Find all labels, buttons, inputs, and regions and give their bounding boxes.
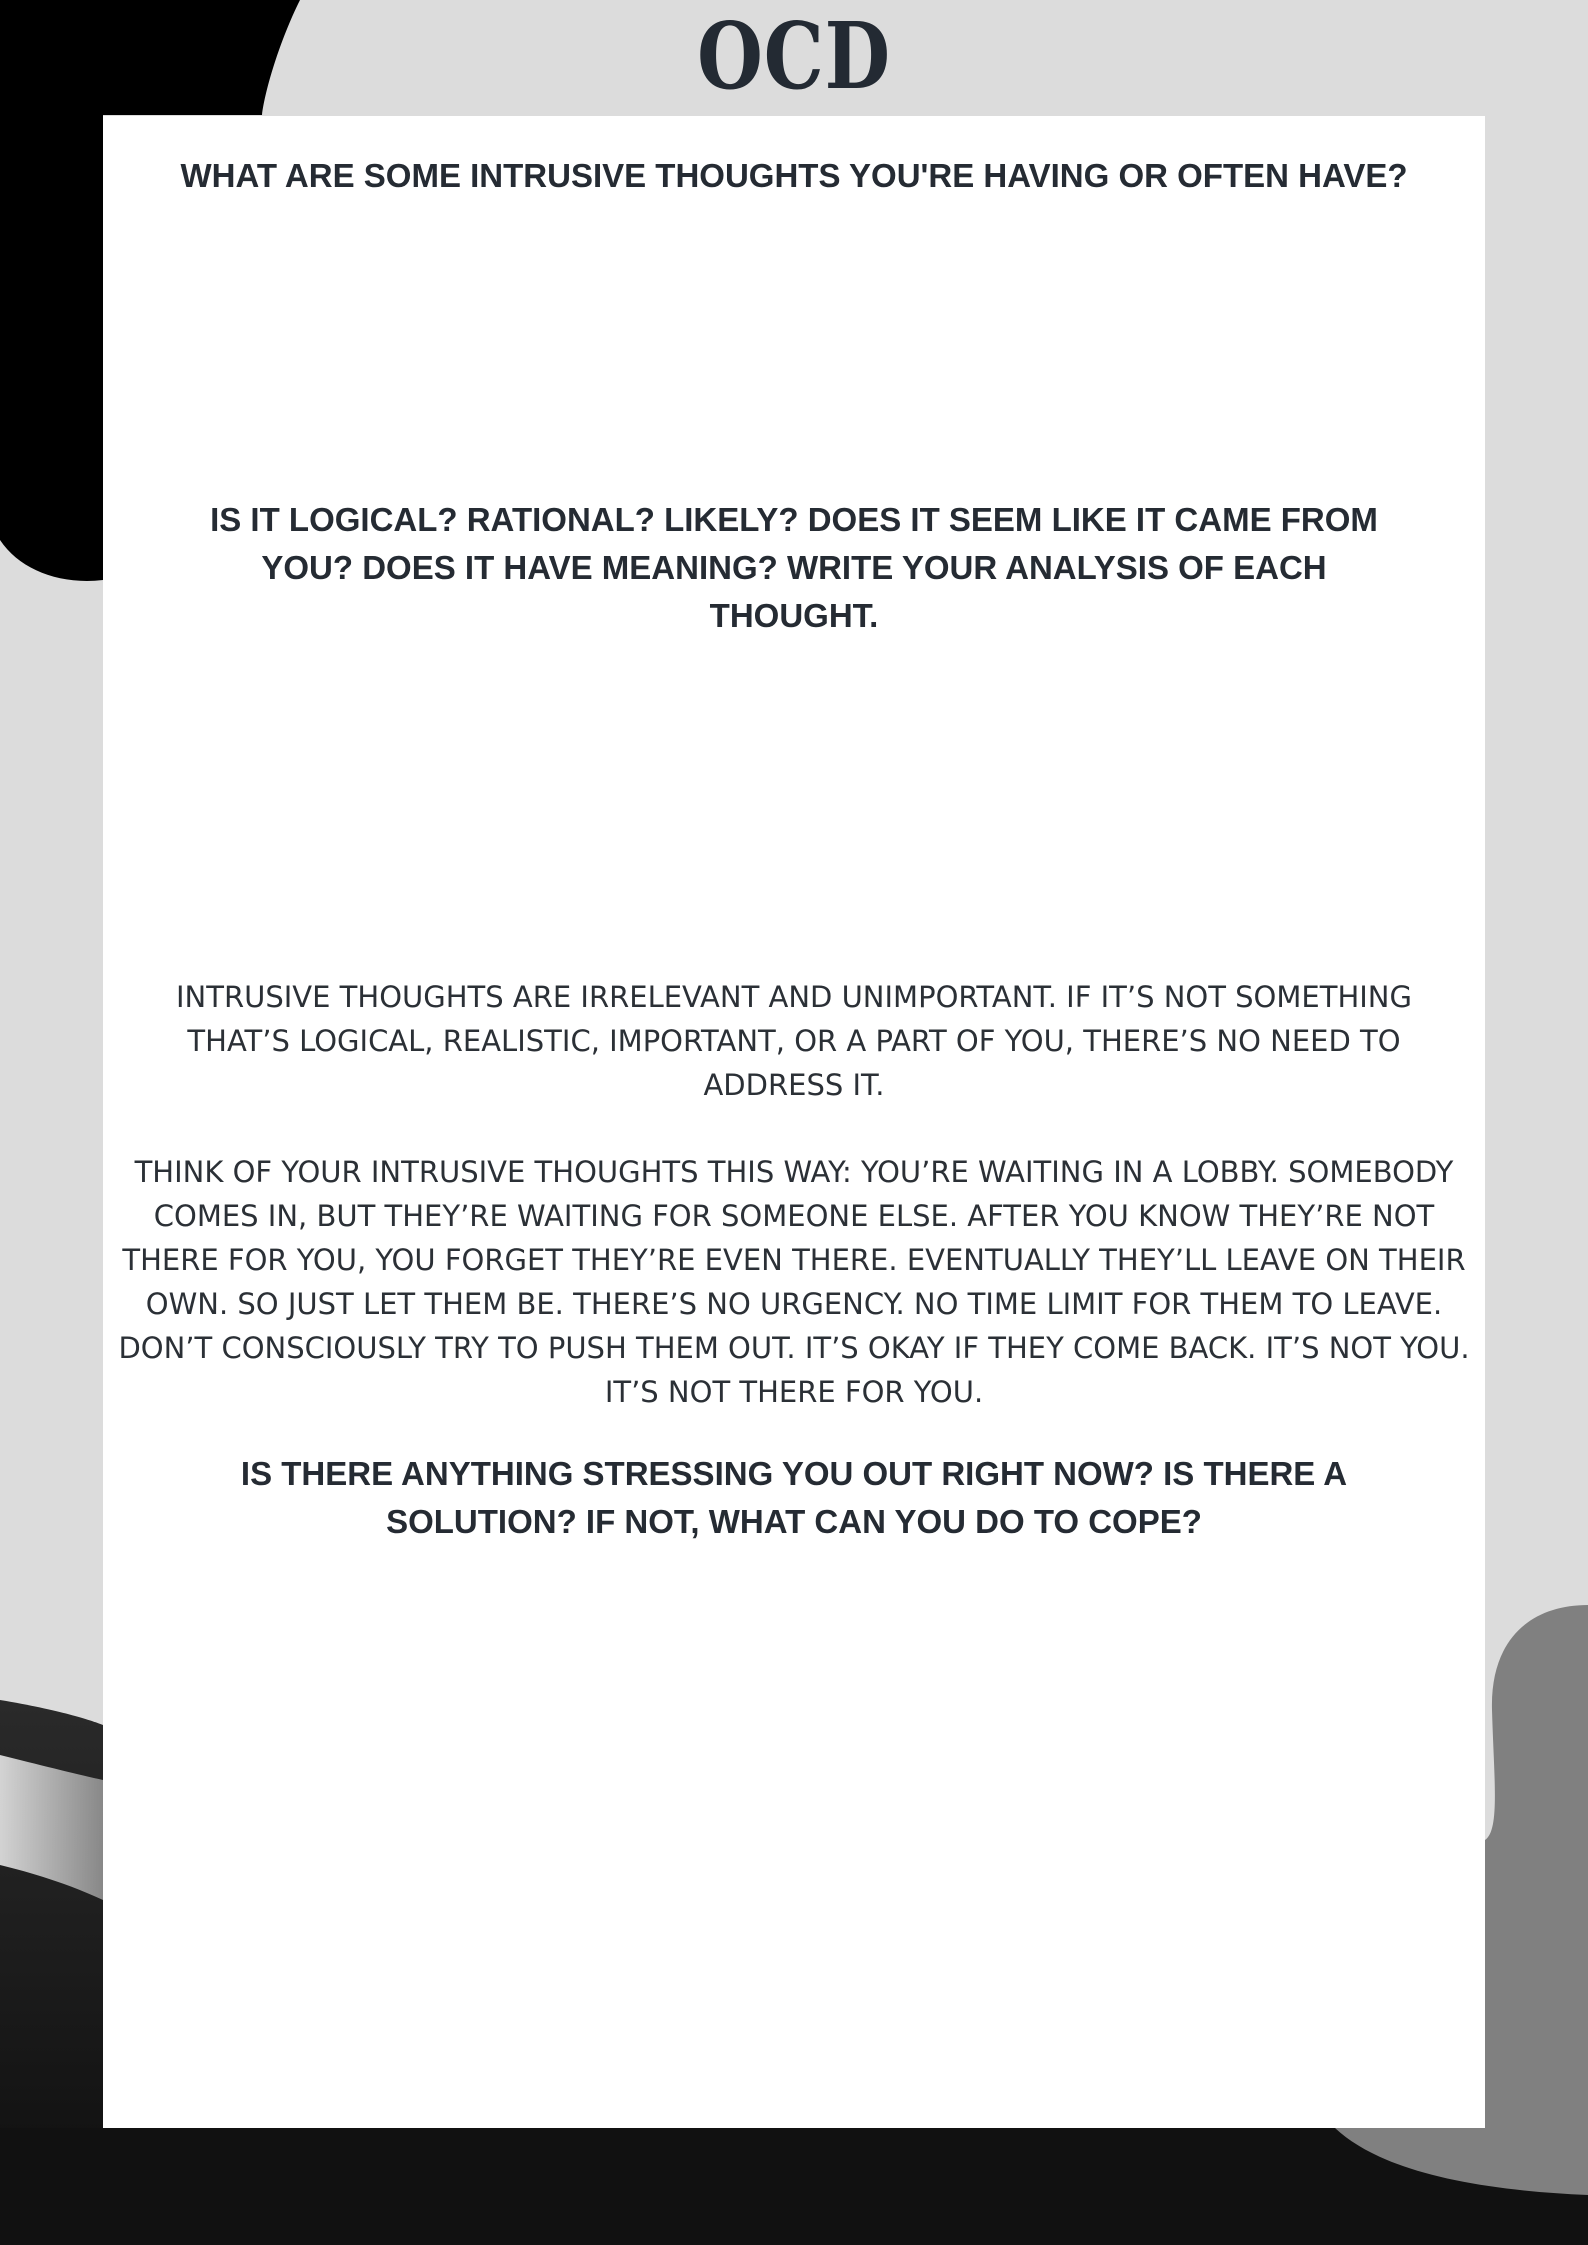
prompt-stress: IS THERE ANYTHING STRESSING YOU OUT RIGHT NOW? IS THERE A SOLUTION? IF NOT, WHAT CAN YOU DO TO COPE? — [240, 1455, 1348, 1540]
page-title: OCD — [697, 2, 891, 110]
worksheet-sheet — [103, 116, 1485, 2128]
info-paragraph-lobby: THINK OF YOUR INTRUSIVE THOUGHTS THIS WAY: YOU’RE WAITING IN A LOBBY. SOMEBODY COMES IN, BUT THEY’RE WAITING FOR SOMEONE ELSE. AFTER YOU KNOW THEY’RE NOT THERE FOR YOU, YOU FORGET THEY’RE EVEN THERE. EVENTUALLY THEY’LL LEAVE ON THEIR OWN. SO JUST LET THEM BE. THERE’S NO URGENCY. NO TIME LIMIT FOR THEM TO LEAVE. DON’T CONSCIOUSLY TRY TO PUSH THEM OUT. IT’S OKAY IF THEY COME BACK. IT’S NOT YOU. IT’S NOT THERE FOR YOU. — [118, 1155, 1470, 1409]
prompt-analysis: IS IT LOGICAL? RATIONAL? LIKELY? DOES IT SEEM LIKE IT CAME FROM YOU? DOES IT HAVE MEANING? WRITE YOUR ANALYSIS OF EACH THOUGHT. — [210, 501, 1378, 634]
prompt-intrusive-thoughts: WHAT ARE SOME INTRUSIVE THOUGHTS YOU'RE HAVING OR OFTEN HAVE? — [180, 157, 1408, 194]
bottom-band — [0, 2128, 1588, 2245]
info-paragraph-irrelevant: INTRUSIVE THOUGHTS ARE IRRELEVANT AND UNIMPORTANT. IF IT’S NOT SOMETHING THAT’S LOGICAL, REALISTIC, IMPORTANT, OR A PART OF YOU, THERE’S NO NEED TO ADDRESS IT. — [176, 980, 1412, 1102]
